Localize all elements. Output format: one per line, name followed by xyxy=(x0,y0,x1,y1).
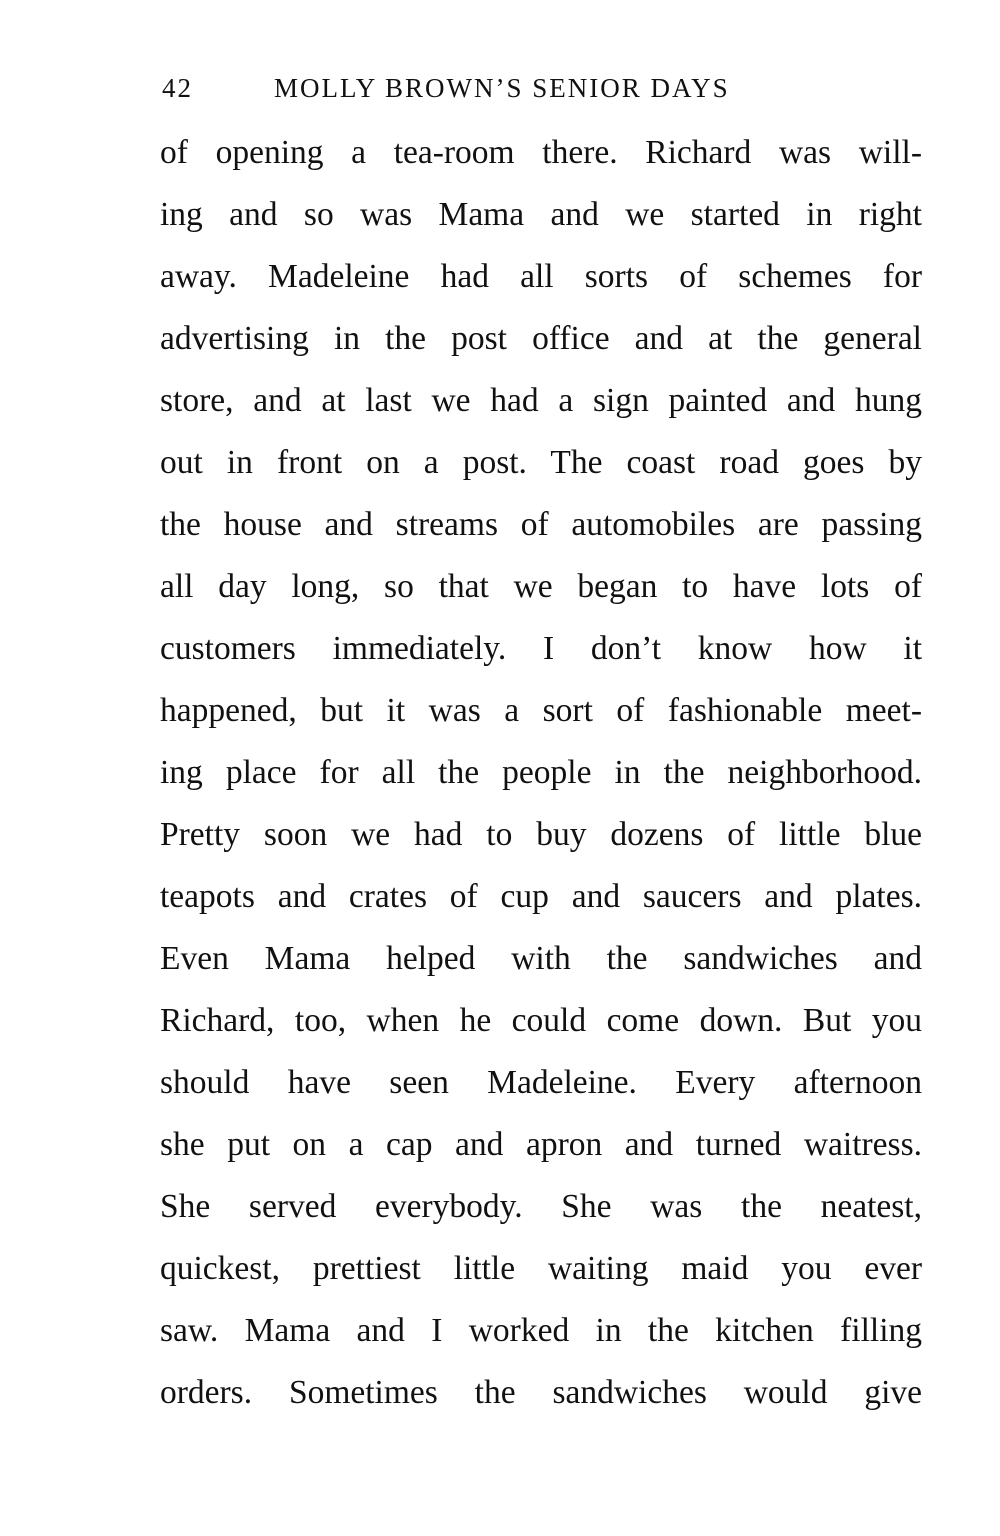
text-line: customers immediately. I don’t know how it xyxy=(160,630,922,667)
text-line: teapots and crates of cup and saucers and plates. xyxy=(160,878,922,915)
text-line: the house and streams of automobiles are passing xyxy=(160,506,922,543)
text-line: ing place for all the people in the neighborhood. xyxy=(160,754,922,791)
text-line: should have seen Madeleine. Every afternoon xyxy=(160,1064,922,1101)
text-line: all day long, so that we began to have lots of xyxy=(160,568,922,605)
text-line: Even Mama helped with the sandwiches and xyxy=(160,940,922,977)
text-line: orders. Sometimes the sandwiches would give xyxy=(160,1374,922,1411)
text-line: away. Madeleine had all sorts of schemes for xyxy=(160,258,922,295)
text-line: She served everybody. She was the neatest, xyxy=(160,1188,922,1225)
text-line: ing and so was Mama and we started in right xyxy=(160,196,922,233)
text-line: Pretty soon we had to buy dozens of little blue xyxy=(160,816,922,853)
running-title: MOLLY BROWN’S SENIOR DAYS xyxy=(274,73,730,103)
text-line: out in front on a post. The coast road goes by xyxy=(160,444,922,481)
text-line: happened, but it was a sort of fashionable meet- xyxy=(160,692,922,729)
text-line: she put on a cap and apron and turned waitress. xyxy=(160,1126,922,1163)
body-text xyxy=(160,122,922,1424)
text-line: of opening a tea-room there. Richard was will- xyxy=(160,134,922,171)
text-line: store, and at last we had a sign painted and hung xyxy=(160,382,922,419)
text-line: advertising in the post office and at the general xyxy=(160,320,922,357)
text-line: saw. Mama and I worked in the kitchen filling xyxy=(160,1312,922,1349)
text-line: quickest, prettiest little waiting maid you ever xyxy=(160,1250,922,1287)
running-head xyxy=(162,66,922,110)
text-line: Richard, too, when he could come down. But you xyxy=(160,1002,922,1039)
page-number: 42 xyxy=(162,73,193,103)
